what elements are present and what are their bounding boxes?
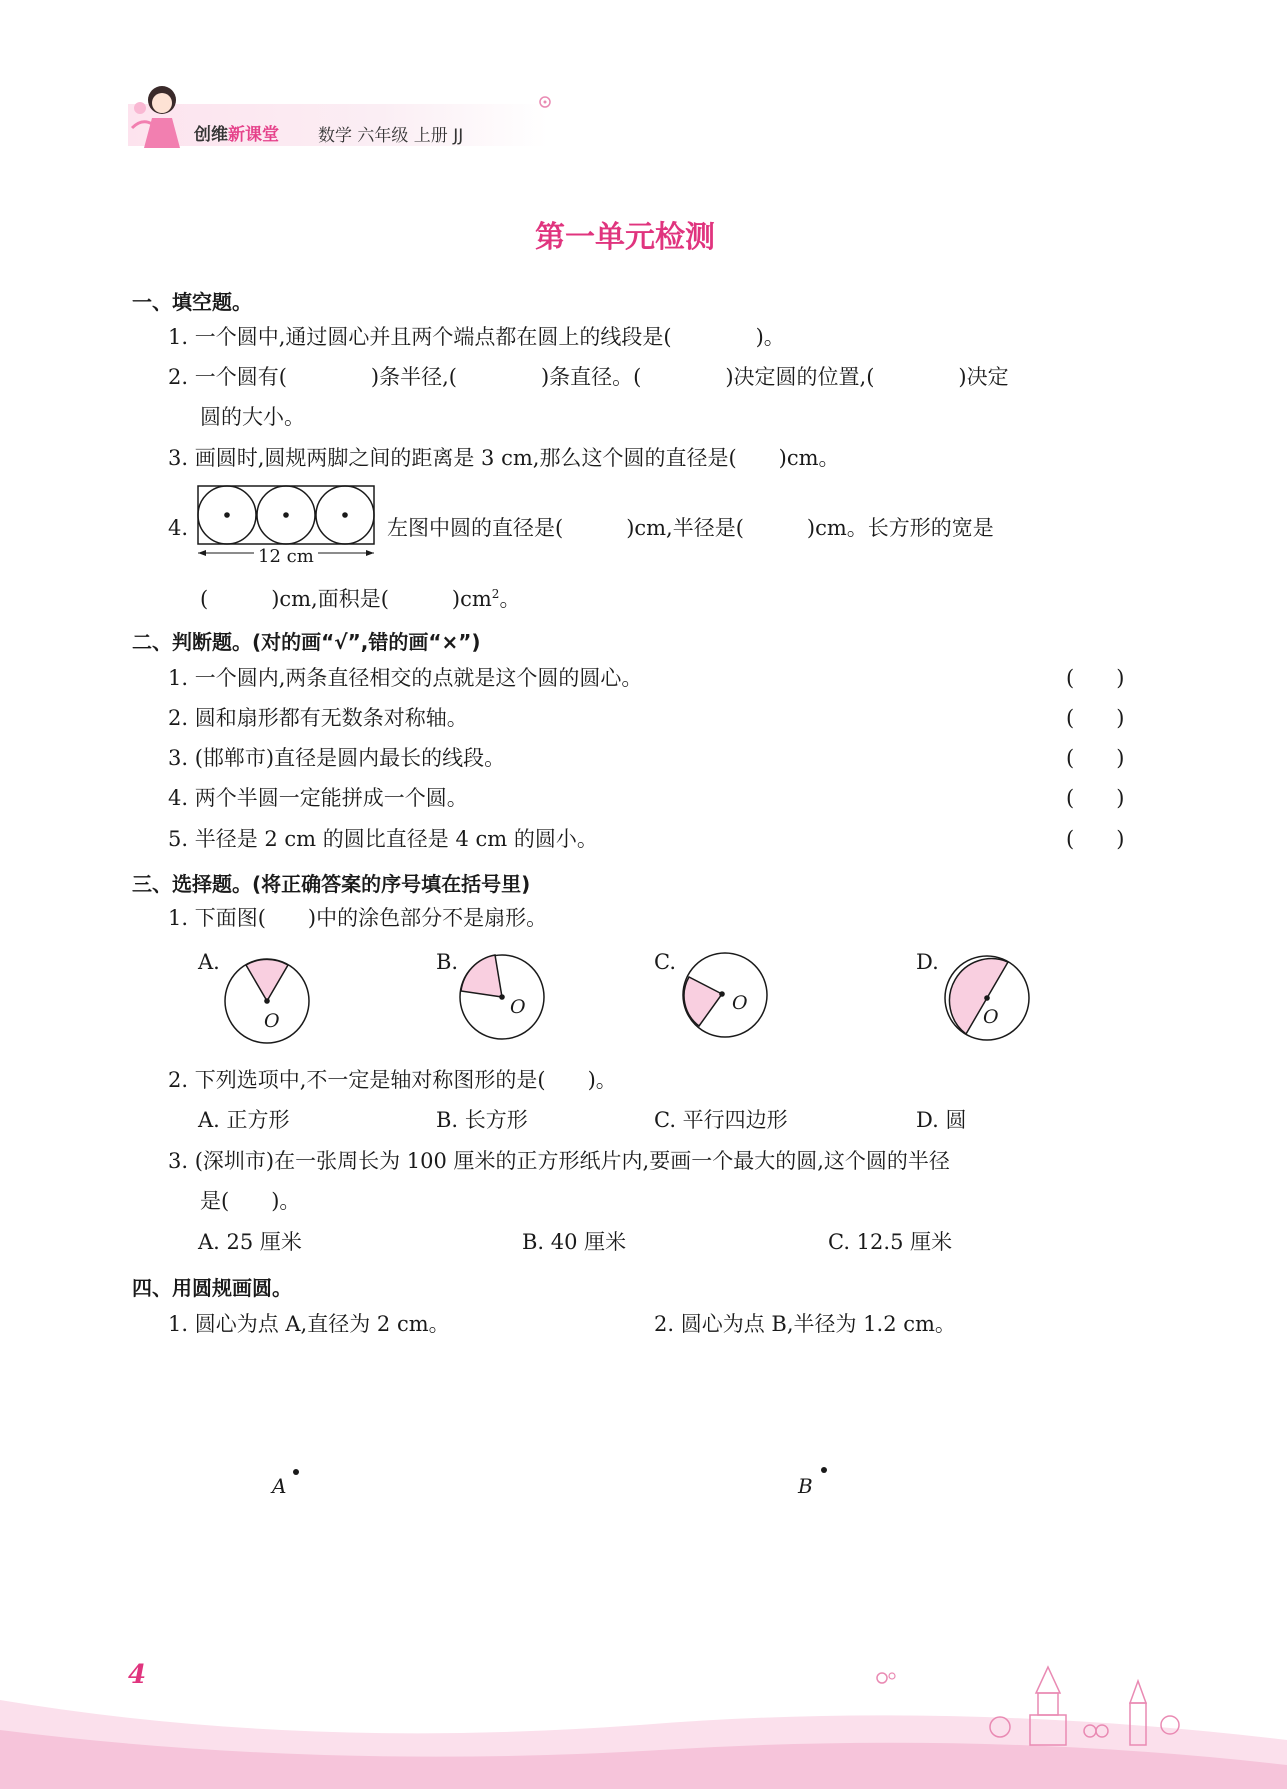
fill-question-4-number: 4. <box>168 516 189 540</box>
q3-option-c: C. 12.5 厘米 <box>828 1230 953 1254</box>
choice-question-3-cont: 是( )。 <box>200 1189 301 1213</box>
q2-option-c: C. 平行四边形 <box>654 1108 788 1132</box>
castle-illustration-icon <box>960 1655 1190 1755</box>
section-fill-heading: 一、填空题。 <box>132 290 252 314</box>
q3-option-a: A. 25 厘米 <box>198 1230 302 1254</box>
fill-question-1: 1. 一个圆中,通过圆心并且两个端点都在圆上的线段是( )。 <box>168 325 785 349</box>
page-number: 4 <box>128 1660 147 1690</box>
figure-width-label: 12 cm <box>254 548 318 566</box>
option-d-label: D. <box>916 950 939 974</box>
point-a-dot <box>293 1469 299 1475</box>
center-label: O <box>983 1006 999 1028</box>
fill-question-2: 2. 一个圆有( )条半径,( )条直径。( )决定圆的位置,( )决定 <box>168 365 1009 389</box>
judge-question-3: 3. (邯郸市)直径是圆内最长的线段。 <box>168 746 506 770</box>
option-a-label: A. <box>198 950 220 974</box>
option-c-label: C. <box>654 950 676 974</box>
q2-option-b: B. 长方形 <box>436 1108 528 1132</box>
fill-question-4-cont: ( )cm,面积是( )$cm^2$。 <box>200 587 521 611</box>
answer-bracket: ( ) <box>1066 666 1125 690</box>
girl-mascot-icon <box>122 78 202 150</box>
judge-question-1: 1. 一个圆内,两条直径相交的点就是这个圆的圆心。 <box>168 666 643 690</box>
page-title: 第一单元检测 <box>535 220 715 255</box>
answer-bracket: ( ) <box>1066 827 1125 851</box>
option-b-label: B. <box>436 950 459 974</box>
q2-option-d: D. 圆 <box>916 1108 967 1132</box>
choice-question-1: 1. 下面图( )中的涂色部分不是扇形。 <box>168 906 548 930</box>
draw-question-2: 2. 圆心为点 B,半径为 1.2 cm。 <box>654 1312 956 1336</box>
section-choice-heading: 三、选择题。(将正确答案的序号填在括号里) <box>132 872 531 896</box>
judge-question-5: 5. 半径是 2 cm 的圆比直径是 4 cm 的圆小。 <box>168 827 598 851</box>
answer-bracket: ( ) <box>1066 746 1125 770</box>
flower-icon <box>872 1668 902 1688</box>
fill-question-2-cont: 圆的大小。 <box>200 405 305 429</box>
point-b-dot <box>821 1467 827 1473</box>
option-c-circle-figure <box>678 950 772 1044</box>
fill-question-4: 左图中圆的直径是( )cm,半径是( )cm。长方形的宽是 <box>387 516 994 540</box>
judge-question-4: 4. 两个半圆一定能拼成一个圆。 <box>168 786 468 810</box>
section-judge-heading: 二、判断题。(对的画“√”,错的画“×”) <box>132 630 481 654</box>
choice-question-3: 3. (深圳市)在一张周长为 100 厘米的正方形纸片内,要画一个最大的圆,这个圆的半径 <box>168 1149 950 1173</box>
judge-question-2: 2. 圆和扇形都有无数条对称轴。 <box>168 706 468 730</box>
circle-center-dot <box>283 512 289 518</box>
choice-question-2: 2. 下列选项中,不一定是轴对称图形的是( )。 <box>168 1068 617 1092</box>
brand-name: 创维新课堂 <box>194 125 279 145</box>
center-label: O <box>264 1010 280 1032</box>
section-draw-heading: 四、用圆规画圆。 <box>132 1276 292 1300</box>
center-label: O <box>510 996 526 1018</box>
circle-center-dot <box>342 512 348 518</box>
center-label: O <box>732 992 748 1014</box>
point-a-label: A <box>272 1474 287 1498</box>
option-b-circle-figure <box>455 950 549 1044</box>
point-b-label: B <box>798 1474 813 1498</box>
circle-center-dot <box>224 512 230 518</box>
answer-bracket: ( ) <box>1066 786 1125 810</box>
draw-question-1: 1. 圆心为点 A,直径为 2 cm。 <box>168 1312 450 1336</box>
q2-option-a: A. 正方形 <box>198 1108 290 1132</box>
sector-shape <box>949 959 1008 1034</box>
sector-shape <box>246 959 288 1001</box>
flower-icon <box>535 92 555 112</box>
option-d-circle-figure <box>940 950 1034 1044</box>
q3-option-b: B. 40 厘米 <box>522 1230 627 1254</box>
fill-question-3: 3. 画圆时,圆规两脚之间的距离是 3 cm,那么这个圆的直径是( )cm。 <box>168 446 840 470</box>
book-subject: 数学 六年级 上册 JJ <box>318 126 464 146</box>
answer-bracket: ( ) <box>1066 706 1125 730</box>
sector-shape <box>461 955 502 997</box>
